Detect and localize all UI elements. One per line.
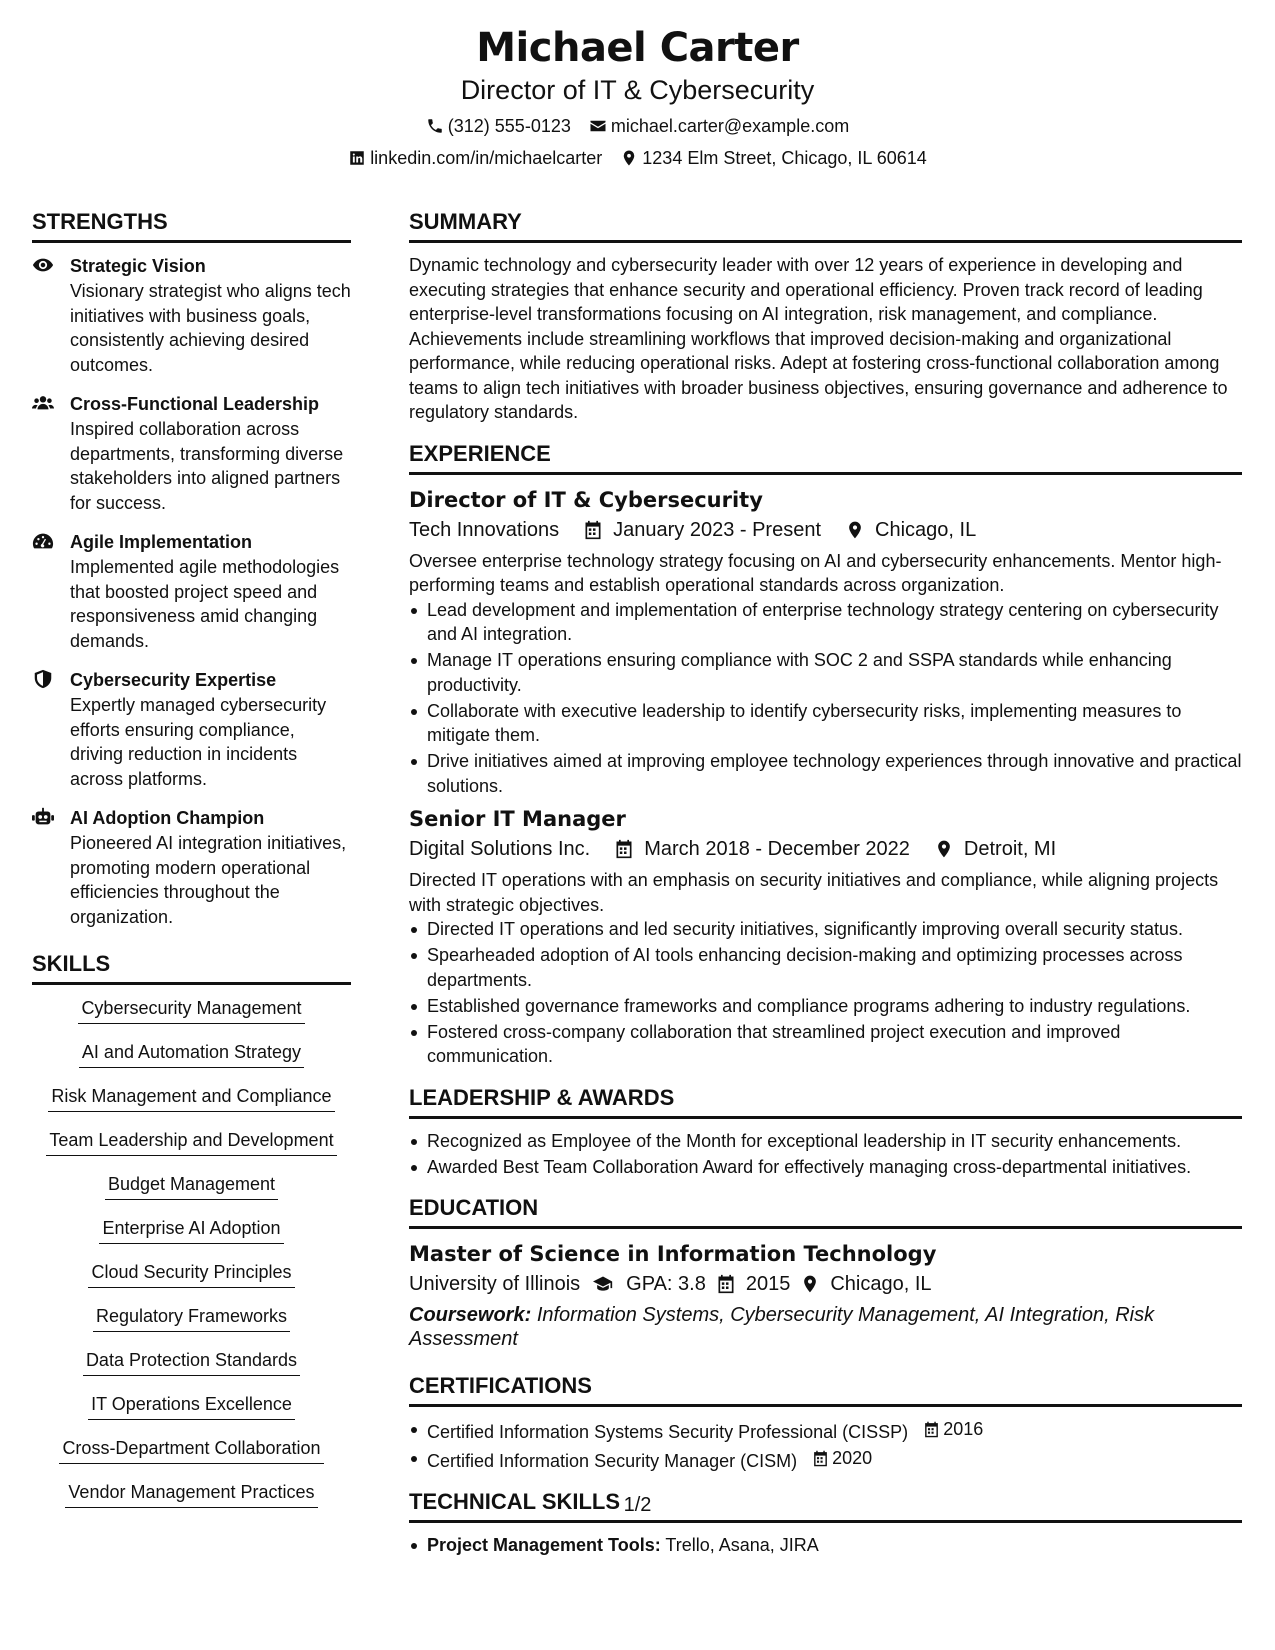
skills-list — [32, 995, 351, 1523]
contact-address — [620, 146, 927, 170]
skill-tag: Enterprise AI Adoption — [99, 1215, 283, 1244]
calendar-icon — [583, 520, 603, 540]
awards-list — [409, 1129, 1242, 1180]
job-description: Directed IT operations with an emphasis on security initiatives and compliance, while aligning projects with strategic objectives. — [409, 870, 1219, 915]
cert-name: Certified Information Systems Security Professional (CISSP) — [427, 1421, 909, 1442]
job-location: Detroit, MI — [963, 838, 1057, 860]
skill-tag: Team Leadership and Development — [46, 1127, 336, 1156]
strength-name: Strategic Vision — [70, 256, 206, 276]
left-column — [32, 205, 351, 1523]
skill-tag: Risk Management and Compliance — [48, 1083, 334, 1112]
contact-row-1 — [0, 114, 1275, 138]
tech-label: Project Management Tools: — [427, 1535, 661, 1555]
list-item: Established governance frameworks and compliance programs adhering to industry regulations. — [409, 994, 1242, 1019]
job-dates: March 2018 - December 2022 — [644, 838, 910, 860]
strength-name: Agile Implementation — [70, 532, 253, 552]
certifications-heading: CERTIFICATIONS — [409, 1369, 1242, 1407]
skill-tag: Budget Management — [105, 1171, 278, 1200]
eye-icon — [32, 255, 54, 275]
list-item: Collaborate with executive leadership to identify cybersecurity risks, implementing measures to mitigate them. — [409, 699, 1242, 748]
skill-tag: AI and Automation Strategy — [79, 1039, 304, 1068]
list-item — [409, 1446, 1242, 1473]
strength-name: Cybersecurity Expertise — [70, 670, 277, 690]
job-entry — [409, 804, 1242, 1069]
contact-phone — [426, 114, 571, 138]
contact-linkedin[interactable] — [348, 146, 602, 170]
calendar-icon — [614, 839, 634, 859]
strength-desc: Expertly managed cybersecurity efforts ensuring compliance, driving reduction in incidents across platforms. — [70, 695, 327, 789]
technical-skills-heading: TECHNICAL SKILLS — [409, 1485, 1242, 1523]
gauge-icon — [32, 531, 54, 551]
strength-item — [32, 667, 351, 791]
cert-year: 2020 — [832, 1447, 873, 1468]
skill-tag: Data Protection Standards — [83, 1347, 300, 1376]
page-number: 1/2 — [623, 1494, 652, 1516]
map-pin-icon — [620, 149, 638, 167]
strength-item — [32, 391, 351, 515]
calendar-icon — [923, 1421, 940, 1438]
skill-tag: IT Operations Excellence — [88, 1391, 295, 1420]
list-item: Directed IT operations and led security initiatives, significantly improving overall security status. — [409, 917, 1242, 942]
graduation-year: 2015 — [745, 1273, 791, 1295]
strength-desc: Implemented agile methodologies that boosted project speed and responsiveness amid changing demands. — [70, 557, 340, 651]
candidate-title: Director of IT & Cybersecurity — [460, 75, 815, 105]
shield-icon — [32, 669, 54, 689]
strength-item — [32, 529, 351, 653]
graduation-cap-icon — [590, 1274, 616, 1294]
coursework-label: Coursework: — [409, 1304, 532, 1326]
job-entry — [409, 485, 1242, 799]
job-bullets — [409, 917, 1242, 1069]
skill-tag: Regulatory Frameworks — [93, 1303, 290, 1332]
robot-icon — [32, 807, 54, 827]
list-item: Lead development and implementation of enterprise technology strategy centering on cybersecurity and AI integration. — [409, 598, 1242, 647]
phone-text: (312) 555-0123 — [447, 116, 571, 136]
envelope-icon — [589, 117, 607, 135]
address-text: 1234 Elm Street, Chicago, IL 60614 — [642, 148, 927, 168]
skill-tag: Cloud Security Principles — [88, 1259, 294, 1288]
calendar-icon — [812, 1450, 829, 1467]
strength-name: Cross-Functional Leadership — [70, 394, 320, 414]
school-name: University of Illinois — [409, 1273, 581, 1295]
calendar-icon — [716, 1274, 736, 1294]
coursework-text: Information Systems, Cybersecurity Management, AI Integration, Risk Assessment — [409, 1304, 1155, 1350]
contact-email[interactable] — [589, 114, 849, 138]
job-company: Digital Solutions Inc. — [409, 838, 591, 860]
candidate-name: Michael Carter — [476, 25, 799, 71]
list-item: Drive initiatives aimed at improving employee technology experiences through innovative and practical solutions. — [409, 749, 1242, 798]
linkedin-icon — [348, 149, 366, 167]
strengths-heading: STRENGTHS — [32, 205, 351, 243]
job-title: Director of IT & Cybersecurity — [409, 487, 763, 512]
job-title: Senior IT Manager — [409, 807, 626, 831]
map-pin-icon — [934, 839, 954, 859]
awards-heading: LEADERSHIP & AWARDS — [409, 1081, 1242, 1119]
technical-skills-list — [409, 1533, 1242, 1558]
job-location: Chicago, IL — [875, 518, 977, 541]
phone-icon — [426, 117, 444, 135]
list-item: Awarded Best Team Collaboration Award for effectively managing cross-departmental initiatives. — [409, 1155, 1242, 1180]
job-meta — [409, 515, 1242, 545]
linkedin-text[interactable]: linkedin.com/in/michaelcarter — [370, 148, 603, 168]
strength-desc: Visionary strategist who aligns tech initiatives with business goals, consistently achieving desired outcomes. — [70, 281, 351, 375]
job-description: Oversee enterprise technology strategy focusing on AI and cybersecurity enhancements. Mentor high-performing teams and establish operational standards across organization. — [409, 550, 1222, 595]
job-meta — [409, 834, 1242, 864]
education-location: Chicago, IL — [830, 1273, 932, 1295]
strength-item — [32, 253, 351, 377]
experience-heading: EXPERIENCE — [409, 437, 1242, 475]
summary-heading: SUMMARY — [409, 205, 1242, 243]
strength-item — [32, 805, 351, 929]
summary-text: Dynamic technology and cybersecurity leader with over 12 years of experience in developing and executing strategies that enhance security and operational efficiency. Proven track record of leading enterprise-level transformations focusing on AI integration, risk management, and compliance. Achievements include streamlining workflows that improved decision-making and organizational performance, while reducing operational risks. Adept at fostering cross-functional collaboration among teams to align tech initiatives with broader business objectives, ensuring governance and adherence to regulatory standards. — [409, 255, 1228, 422]
job-company: Tech Innovations — [409, 518, 560, 541]
cert-name: Certified Information Security Manager (CISM) — [427, 1450, 798, 1471]
job-dates: January 2023 - Present — [613, 518, 822, 541]
users-icon — [32, 393, 54, 413]
coursework — [409, 1303, 1242, 1351]
tech-value: Trello, Asana, JIRA — [665, 1535, 819, 1555]
strength-desc: Pioneered AI integration initiatives, promoting modern operational efficiencies throughout the organization. — [70, 833, 347, 927]
resume-header — [0, 22, 1275, 170]
education-heading: EDUCATION — [409, 1191, 1242, 1229]
skill-tag: Cross-Department Collaboration — [59, 1435, 323, 1464]
list-item — [409, 1533, 1242, 1558]
right-column — [409, 205, 1242, 1559]
skill-tag: Cybersecurity Management — [78, 995, 304, 1024]
list-item: Manage IT operations ensuring compliance with SOC 2 and SSPA standards while enhancing productivity. — [409, 648, 1242, 697]
degree-title: Master of Science in Information Technology — [409, 1242, 937, 1266]
job-bullets — [409, 598, 1242, 799]
map-pin-icon — [800, 1274, 820, 1294]
email-text[interactable]: michael.carter@example.com — [610, 116, 850, 136]
skills-heading: SKILLS — [32, 947, 351, 985]
list-item: Spearheaded adoption of AI tools enhancing decision-making and optimizing processes across departments. — [409, 943, 1242, 992]
gpa: GPA: 3.8 — [626, 1273, 706, 1295]
strength-name: AI Adoption Champion — [70, 808, 265, 828]
list-item: Recognized as Employee of the Month for exceptional leadership in IT security enhancements. — [409, 1129, 1242, 1154]
cert-year: 2016 — [943, 1419, 984, 1439]
certifications-list — [409, 1417, 1242, 1473]
map-pin-icon — [845, 520, 865, 540]
skill-tag: Vendor Management Practices — [65, 1479, 317, 1508]
strength-desc: Inspired collaboration across departments, transforming diverse stakeholders into aligned partners for success. — [70, 419, 344, 513]
list-item: Fostered cross-company collaboration that streamlined project execution and improved communication. — [409, 1020, 1242, 1069]
list-item — [409, 1417, 1242, 1444]
contact-row-2 — [0, 146, 1275, 170]
education-meta — [409, 1269, 1242, 1299]
